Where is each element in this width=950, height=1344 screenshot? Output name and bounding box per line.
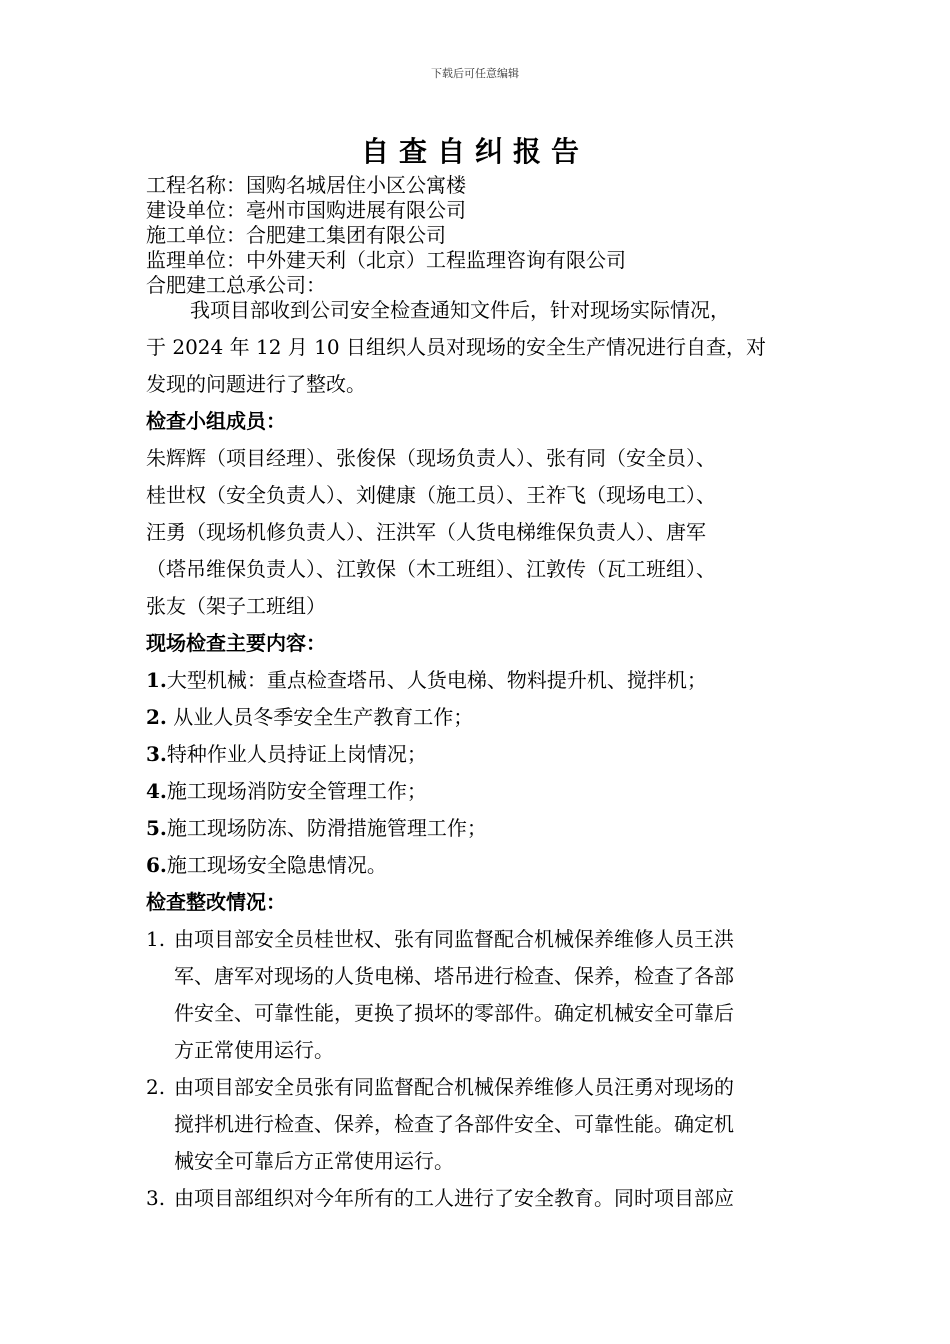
content-item-number: 2. bbox=[146, 705, 167, 729]
report-body bbox=[146, 292, 816, 1217]
rectification-list bbox=[146, 921, 816, 1217]
rectification-line: 由项目部组织对今年所有的工人进行了安全教育。同时项目部应 bbox=[174, 1186, 734, 1210]
members-line: 朱辉辉（项目经理）、张俊保（现场负责人）、张有同（安全员）、 bbox=[146, 446, 716, 470]
intro-line-2: 于 2024 年 12 月 10 日组织人员对现场的安全生产情况进行自查，对 bbox=[146, 335, 766, 359]
content-item-text: 施工现场消防安全管理工作； bbox=[166, 779, 427, 803]
builder-unit: 建设单位：亳州市国购进展有限公司 bbox=[146, 198, 466, 222]
content-item-number: 3. bbox=[146, 742, 167, 766]
project-name: 工程名称：国购名城居住小区公寓楼 bbox=[146, 173, 466, 197]
rectification-line: 械安全可靠后方正常使用运行。 bbox=[174, 1149, 454, 1173]
members-line: 桂世权（安全负责人）、刘健康（施工员）、王祚飞（现场电工）、 bbox=[146, 483, 716, 507]
members-line: （塔吊维保负责人）、江敦保（木工班组）、江敦传（瓦工班组）、 bbox=[146, 557, 716, 581]
header-note: 下载后可任意编辑 bbox=[431, 67, 519, 80]
rectification-line: 军、唐军对现场的人货电梯、塔吊进行检查、保养，检查了各部 bbox=[174, 964, 734, 988]
content-item-text: 施工现场安全隐患情况。 bbox=[166, 853, 387, 877]
intro-line-3: 发现的问题进行了整改。 bbox=[146, 372, 366, 396]
contractor-unit: 施工单位：合肥建工集团有限公司 bbox=[146, 223, 446, 247]
content-item bbox=[146, 847, 816, 884]
rectification-line: 件安全、可靠性能，更换了损坏的零部件。确定机械安全可靠后 bbox=[174, 1001, 734, 1025]
content-item-text: 施工现场防冻、防滑措施管理工作； bbox=[166, 816, 487, 840]
rectification-line: 由项目部安全员张有同监督配合机械保养维修人员汪勇对现场的 bbox=[174, 1075, 734, 1099]
content-item-number: 1. bbox=[146, 668, 167, 692]
page-title: 自查自纠报告 bbox=[360, 135, 589, 168]
content-item bbox=[146, 699, 816, 736]
content-item-number: 5. bbox=[146, 816, 167, 840]
supervisor-unit: 监理单位：中外建天利（北京）工程监理咨询有限公司 bbox=[146, 248, 626, 272]
addressee: 合肥建工总承公司： bbox=[146, 273, 326, 297]
content-item bbox=[146, 736, 816, 773]
rectification-item-number: 2. bbox=[146, 1075, 166, 1099]
content-item-text: 特种作业人员持证上岗情况； bbox=[166, 742, 427, 766]
members-line: 张友（架子工班组） bbox=[146, 594, 326, 618]
content-item-text: 大型机械：重点检查塔吊、人货电梯、物料提升机、搅拌机； bbox=[166, 668, 707, 692]
members-heading: 检查小组成员： bbox=[146, 409, 286, 433]
content-item bbox=[146, 662, 816, 699]
project-info bbox=[146, 173, 626, 298]
members-line: 汪勇（现场机修负责人）、汪洪军（人货电梯维保负责人）、唐军 bbox=[146, 520, 706, 544]
content-heading: 现场检查主要内容： bbox=[146, 631, 326, 655]
rectification-line: 方正常使用运行。 bbox=[174, 1038, 334, 1062]
rectification-item bbox=[146, 1069, 816, 1180]
rectification-line: 由项目部安全员桂世权、张有同监督配合机械保养维修人员王洪 bbox=[174, 927, 734, 951]
content-item-text: 从业人员冬季安全生产教育工作； bbox=[166, 705, 474, 729]
content-item-number: 6. bbox=[146, 853, 167, 877]
rectification-item bbox=[146, 921, 816, 1069]
rectification-item bbox=[146, 1180, 816, 1217]
rectification-heading: 检查整改情况： bbox=[146, 890, 286, 914]
rectification-item-number: 3. bbox=[146, 1186, 166, 1210]
content-item bbox=[146, 810, 816, 847]
content-item-number: 4. bbox=[146, 779, 167, 803]
rectification-line: 搅拌机进行检查、保养，检查了各部件安全、可靠性能。确定机 bbox=[174, 1112, 734, 1136]
rectification-item-number: 1. bbox=[146, 927, 166, 951]
intro-line-1: 我项目部收到公司安全检查通知文件后，针对现场实际情况， bbox=[190, 298, 730, 322]
content-item bbox=[146, 773, 816, 810]
